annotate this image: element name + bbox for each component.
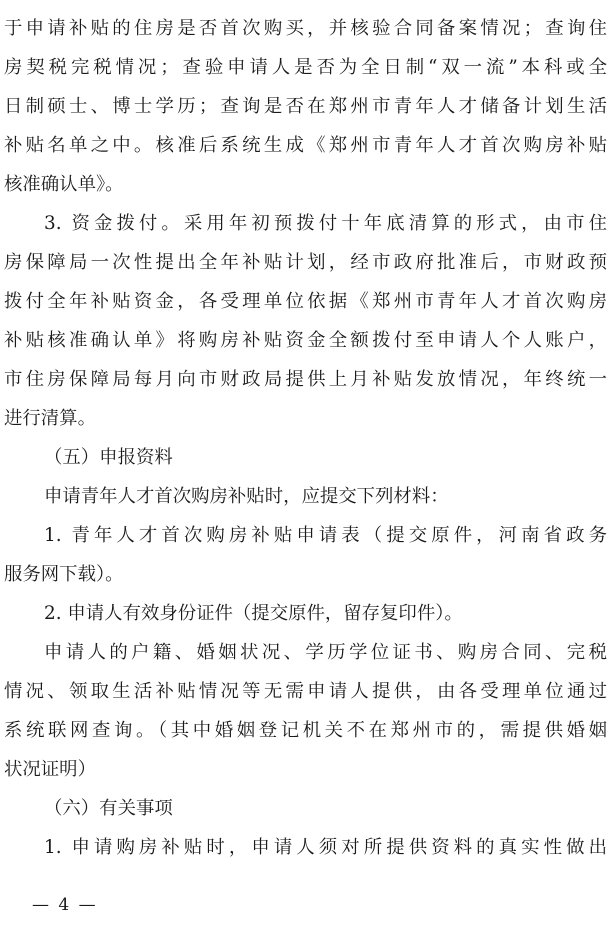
paragraph-3-line-1: 申请青年人才首次购房补贴时，应提交下列材料： — [44, 486, 449, 507]
paragraph-1-line-2: 房契税完税情况；查验申请人是否为全日制“双一流”本科或全 — [4, 57, 607, 78]
page-number: — 4 — — [32, 895, 98, 915]
paragraph-2-line-6: 进行清算。 — [4, 408, 96, 429]
paragraph-1-line-4: 补贴名单之中。核准后系统生成《郑州市青年人才首次购房补贴 — [4, 135, 607, 156]
paragraph-1-line-3: 日制硕士、博士学历；查询是否在郑州市青年人才储备计划生活 — [4, 96, 607, 117]
paragraph-2-line-4: 补贴核准确认单》将购房补贴资金全额拨付至申请人个人账户， — [4, 330, 607, 351]
section-5-heading: （五）申报资料 — [44, 447, 173, 468]
paragraph-1-line-1: 于申请补贴的住房是否首次购买，并核验合同备案情况；查询住 — [4, 18, 607, 39]
paragraph-1-line-5: 核准确认单》。 — [4, 174, 124, 195]
paragraph-4-line-2: 服务网下载）。 — [4, 564, 124, 585]
section-6-heading: （六）有关事项 — [44, 798, 173, 819]
paragraph-5-line-1: 2. 申请人有效身份证件（提交原件，留存复印件）。 — [44, 603, 463, 624]
paragraph-2-line-5: 市住房保障局每月向市财政局提供上月补贴发放情况，年终统一 — [4, 369, 607, 390]
paragraph-2-line-2: 房保障局一次性提出全年补贴计划，经市政府批准后，市财政预 — [4, 252, 607, 273]
paragraph-6-line-2: 情况、领取生活补贴情况等无需申请人提供，由各受理单位通过 — [4, 681, 607, 702]
paragraph-6-line-3: 系统联网查询。（其中婚姻登记机关不在郑州市的，需提供婚姻 — [4, 720, 607, 741]
paragraph-2-line-3: 拨付全年补贴资金，各受理单位依据《郑州市青年人才首次购房 — [4, 291, 607, 312]
paragraph-7-line-1: 1. 申请购房补贴时，申请人须对所提供资料的真实性做出 — [44, 837, 607, 858]
paragraph-6-line-4: 状况证明） — [4, 759, 96, 780]
paragraph-2-line-1: 3. 资金拨付。采用年初预拨付十年底清算的形式，由市住 — [44, 213, 607, 234]
paragraph-6-line-1: 申请人的户籍、婚姻状况、学历学位证书、购房合同、完税 — [44, 642, 607, 663]
paragraph-4-line-1: 1. 青年人才首次购房补贴申请表（提交原件，河南省政务 — [44, 525, 607, 546]
